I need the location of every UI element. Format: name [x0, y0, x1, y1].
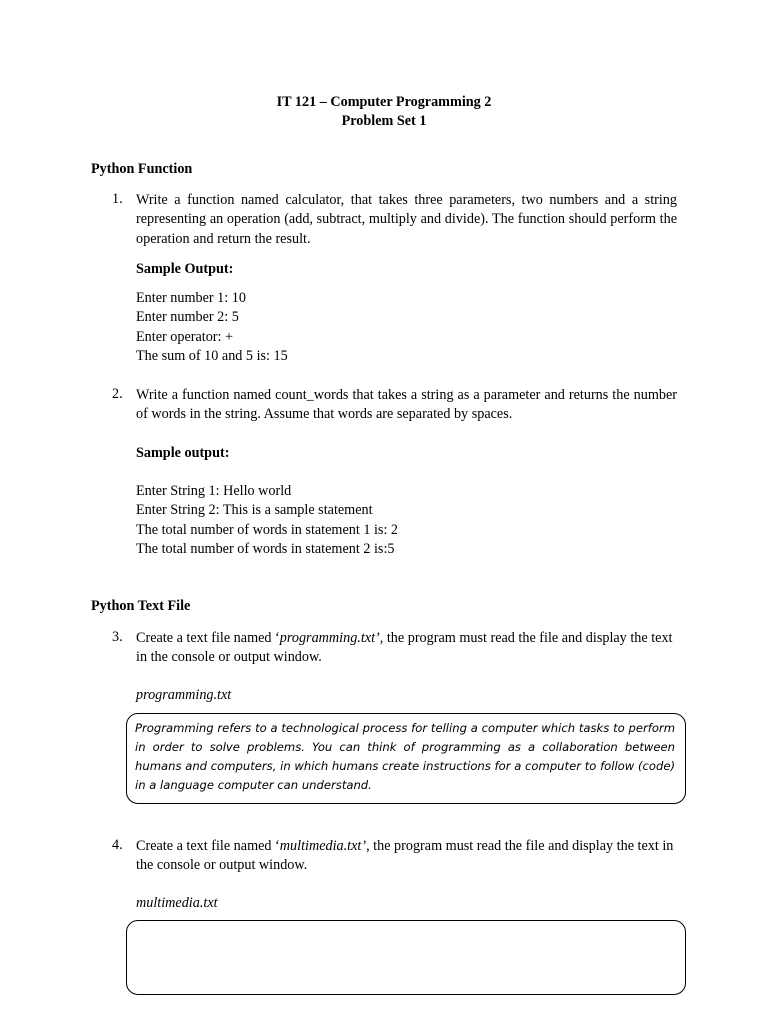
multimedia-txt-content	[127, 921, 685, 926]
problem-3-number: 3.	[112, 629, 123, 645]
problem-1-sample-line: The sum of 10 and 5 is: 15	[136, 348, 288, 364]
document-subtitle: Problem Set 1	[341, 113, 427, 129]
multimedia-txt-content-box	[126, 920, 686, 995]
problem-1-sample-line: Enter number 2: 5	[136, 309, 239, 325]
problem-1-number: 1.	[112, 191, 123, 207]
problem-2-sample-line: The total number of words in statement 1 is: 2	[136, 522, 399, 538]
problem-4-text: Create a text file named ‘multimedia.txt’, the program must read the file and display the text in the console or output window.	[136, 838, 674, 874]
problem-3-text: Create a text file named ‘programming.txt’, the program must read the file and display the text in the console or output window.	[136, 630, 673, 666]
problem-2-sample-line: Enter String 1: Hello world	[136, 483, 292, 499]
problem-3-file-label: programming.txt	[136, 687, 232, 703]
problem-1-sample-line: Enter operator: +	[136, 329, 234, 345]
section-heading-python-text-file: Python Text File	[91, 598, 191, 614]
problem-1-sample-line: Enter number 1: 10	[136, 290, 246, 306]
problem-4-filename: multimedia.txt’	[279, 838, 367, 854]
problem-1-text: Write a function named calculator, that takes three parameters, two numbers and a string representing an operation (add, subtract, multiply and divide). The function should perform the operation and return the result.	[136, 192, 677, 247]
problem-2-sample-heading: Sample output:	[136, 445, 230, 461]
problem-2-number: 2.	[112, 386, 123, 402]
programming-txt-content-box	[126, 713, 686, 804]
problem-2-text: Write a function named count_words that takes a string as a parameter and returns the number of words in the string. Assume that words are separated by spaces.	[136, 387, 677, 423]
problem-2-sample-line: The total number of words in statement 2 is:5	[136, 541, 395, 557]
programming-txt-content: Programming refers to a technological process for telling a computer which tasks to perform in order to solve problems. You can think of programming as a collaboration between humans and computers, in which humans create instructions for a computer to follow (code) in a language computer can understand.	[135, 721, 675, 792]
problem-4-file-label: multimedia.txt	[136, 895, 218, 911]
section-heading-python-function: Python Function	[91, 161, 193, 177]
problem-4-number: 4.	[112, 837, 123, 853]
problem-3-filename: programming.txt’	[279, 630, 380, 646]
document-title: IT 121 – Computer Programming 2	[276, 94, 492, 110]
problem-1-sample-heading: Sample Output:	[136, 261, 234, 277]
problem-2-sample-line: Enter String 2: This is a sample statement	[136, 502, 373, 518]
